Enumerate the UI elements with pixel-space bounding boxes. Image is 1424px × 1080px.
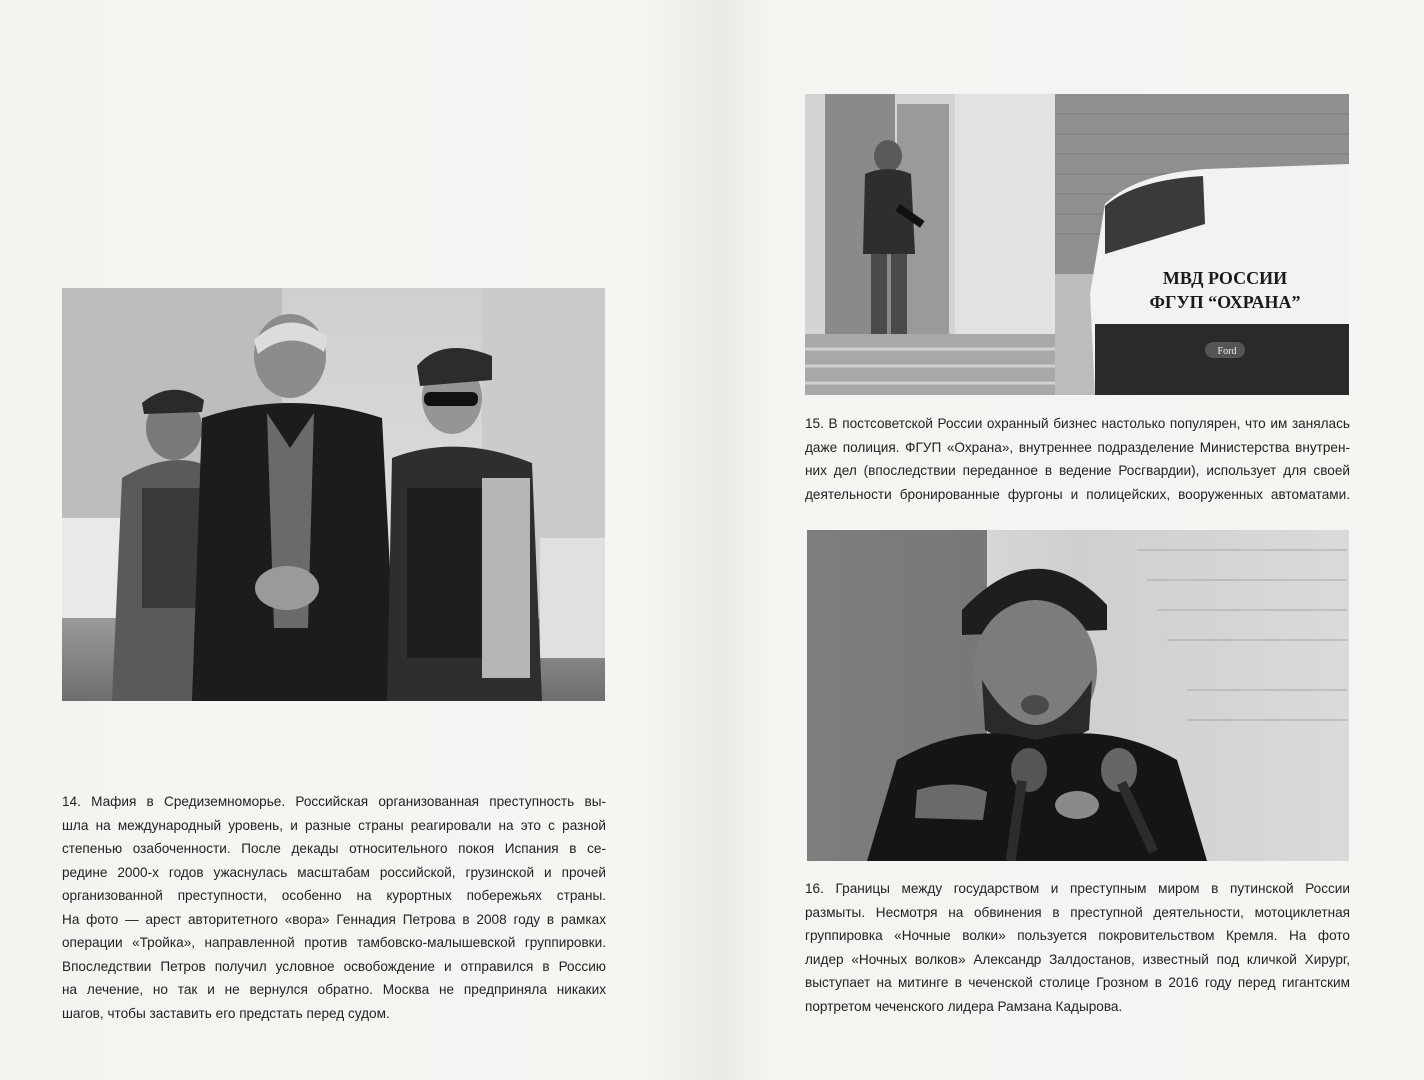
photo-guard-van <box>805 94 1349 395</box>
caption-15 <box>805 412 1350 506</box>
right-page <box>712 0 1424 1080</box>
caption-14-line: операции «Тройка», направленной против тамбовско-малышевской группировки. <box>62 935 606 950</box>
caption-16-line: 16. Границы между государством и преступным миром в путинской России <box>805 881 1350 896</box>
photo-guard-van-image <box>805 94 1349 395</box>
photo-zaldostanov-speech-image <box>807 530 1349 861</box>
photo-zaldostanov-speech <box>807 530 1349 861</box>
caption-14 <box>62 790 606 1025</box>
caption-15-line: деятельности бронированные фургоны и полицейских, вооруженных автоматами. <box>805 486 1350 502</box>
caption-14-line: шла на международный уровень, и разные страны реагировали на это с разной <box>62 817 606 833</box>
van-logo: Ford <box>1217 346 1237 357</box>
caption-16-line: группировка «Ночные волки» пользуется покровительством Кремля. На фото <box>805 928 1350 943</box>
caption-14-line: 14. Мафия в Средиземноморье. Российская организованная преступность вы- <box>62 794 606 809</box>
caption-15-line: 15. В постсоветской России охранный бизнес настолько популярен, что им занялась <box>805 416 1350 431</box>
caption-14-line: на лечение, но так и не вернулся обратно. Москва не предприняла никаких <box>62 982 606 997</box>
caption-14-line: редине 2000-х годов ужаснулась масштабам российской, грузинской и прочей <box>62 864 606 880</box>
van-text-line1: МВД РОССИИ <box>1162 268 1288 288</box>
photo-arrest-petrov-image <box>62 288 605 701</box>
caption-14-line: На фото — арест авторитетного «вора» Геннадия Петрова в 2008 году в рамках <box>62 911 606 927</box>
caption-14-line: шагов, чтобы заставить его предстать перед судом. <box>62 1005 390 1021</box>
van-text-line2: ФГУП “ОХРАНА” <box>1149 292 1301 312</box>
caption-14-line: организованной преступности, особенно на курортных побережьях страны. <box>62 888 606 903</box>
caption-16-line: лидер «Ночных волков» Александр Залдостанов, известный под кличкой Хирург, <box>805 951 1350 967</box>
caption-14-line: Впоследствии Петров получил условное освобождение и отправился в Россию <box>62 958 606 974</box>
caption-16-line: выступает на митинге в чеченской столице Грозном в 2016 году перед гигантским <box>805 975 1350 990</box>
caption-16 <box>805 877 1350 1018</box>
photo-arrest-petrov <box>62 288 605 701</box>
caption-15-line: даже полиция. ФГУП «Охрана», внутреннее подразделение Министерства внутрен- <box>805 439 1350 455</box>
caption-16-line: портретом чеченского лидера Рамзана Кадырова. <box>805 998 1123 1014</box>
caption-16-line: размыты. Несмотря на обвинения в преступной деятельности, мотоциклетная <box>805 904 1350 920</box>
caption-15-line: них дел (впоследствии переданное в ведение Росгвардии), использует для своей <box>805 463 1350 478</box>
caption-14-line: степенью озабоченности. После декады относительного покоя Испания в се- <box>62 841 606 856</box>
